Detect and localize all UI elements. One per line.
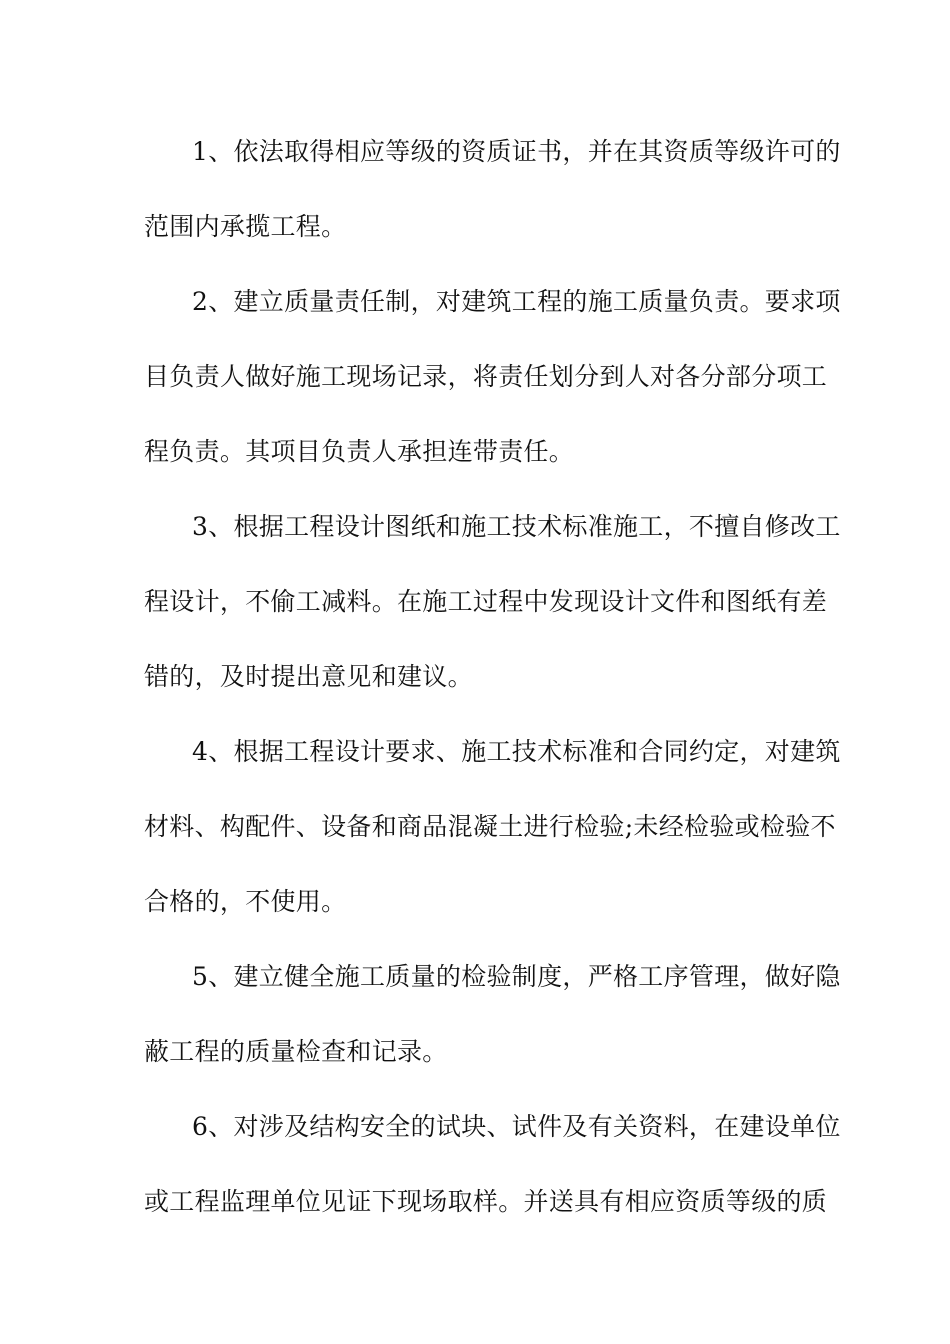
paragraph-2-line-2: 目负责人做好施工现场记录，将责任划分到人对各分部分项工 [144, 362, 828, 391]
paragraph-2-line-1: 2、建立质量责任制，对建筑工程的施工质量负责。要求项 [192, 287, 841, 316]
paragraph-6-line-1: 6、对涉及结构安全的试块、试件及有关资料，在建设单位 [192, 1112, 841, 1141]
paragraph-4-line-1: 4、根据工程设计要求、施工技术标准和合同约定，对建筑 [192, 737, 841, 766]
paragraph-3-line-1: 3、根据工程设计图纸和施工技术标准施工，不擅自修改工 [192, 512, 841, 541]
paragraph-4-line-3: 合格的，不使用。 [144, 887, 347, 916]
paragraph-5-line-1: 5、建立健全施工质量的检验制度，严格工序管理，做好隐 [192, 962, 841, 991]
paragraph-5-line-2: 蔽工程的质量检查和记录。 [144, 1037, 448, 1066]
paragraph-4-line-2: 材料、构配件、设备和商品混凝土进行检验;未经检验或检验不 [144, 812, 836, 841]
paragraph-3-line-2: 程设计，不偷工减料。在施工过程中发现设计文件和图纸有差 [144, 587, 828, 616]
paragraph-2-line-3: 程负责。其项目负责人承担连带责任。 [144, 437, 575, 466]
paragraph-1-line-1: 1、依法取得相应等级的资质证书，并在其资质等级许可的 [192, 137, 841, 166]
paragraph-3-line-3: 错的，及时提出意见和建议。 [144, 662, 473, 691]
paragraph-1-line-2: 范围内承揽工程。 [144, 212, 347, 241]
paragraph-6-line-2: 或工程监理单位见证下现场取样。并送具有相应资质等级的质 [144, 1187, 828, 1216]
